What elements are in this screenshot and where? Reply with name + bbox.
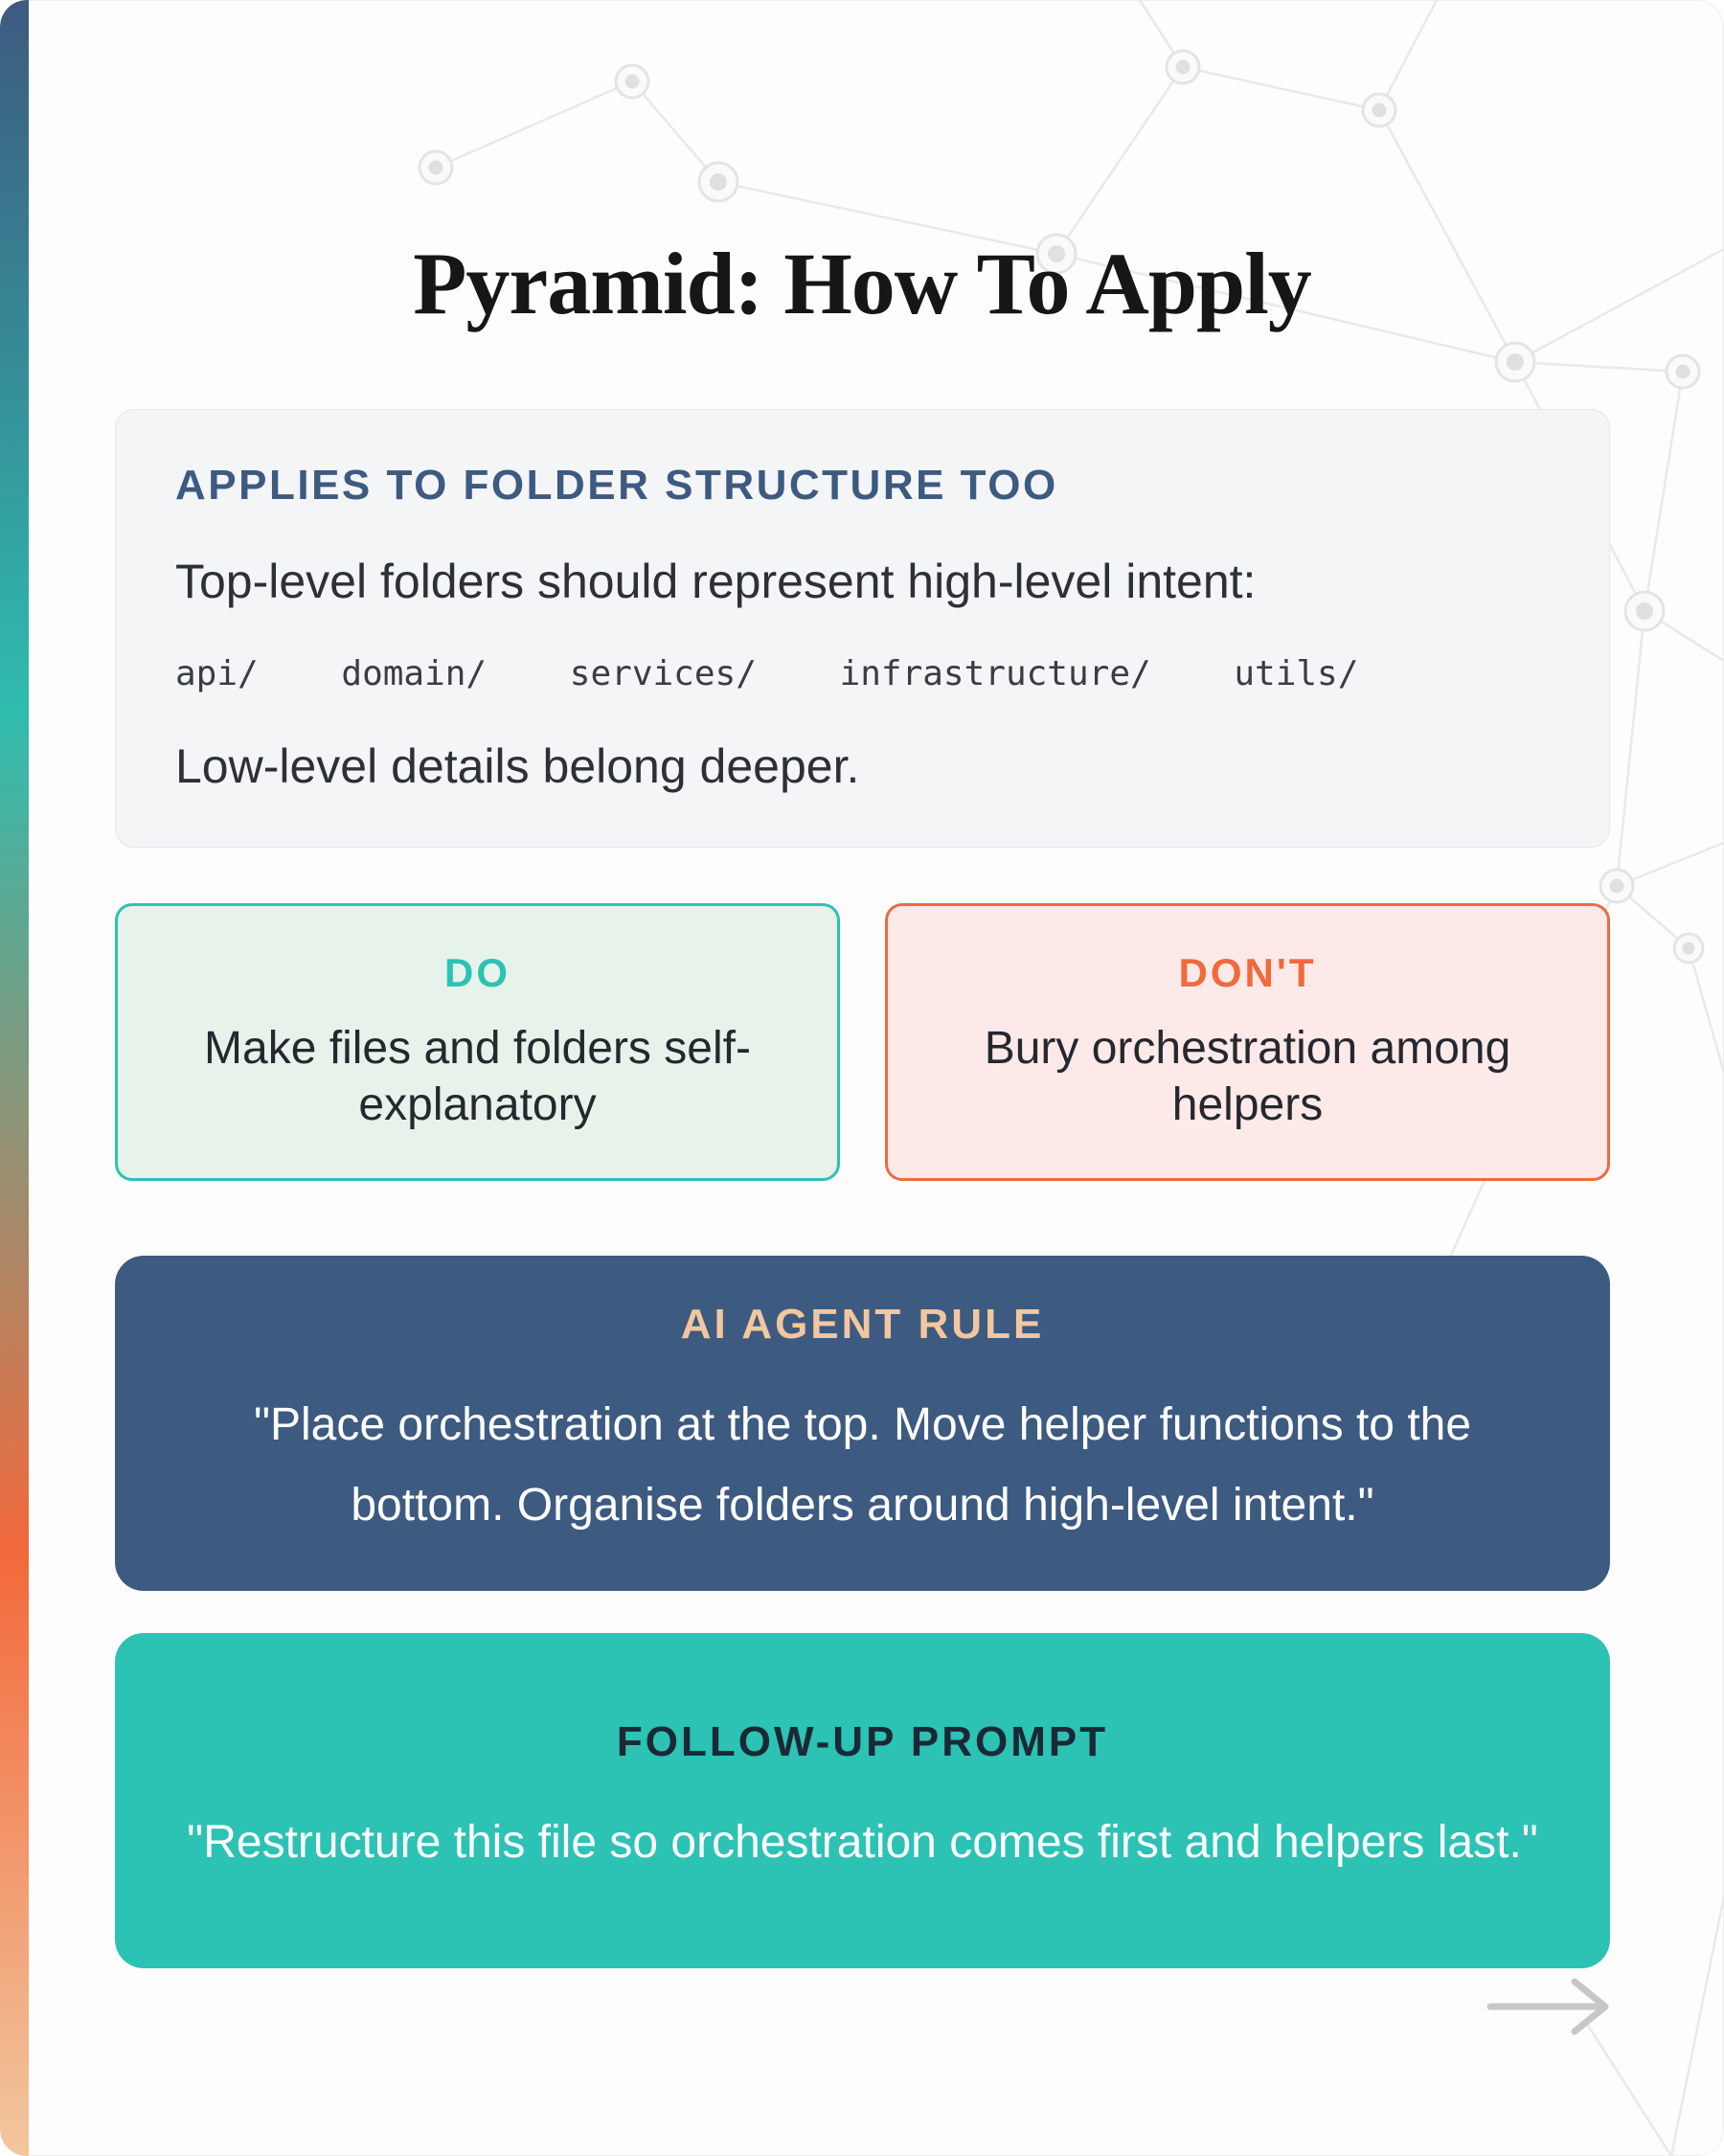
gradient-accent-bar: [0, 0, 29, 2156]
slide-title: Pyramid: How To Apply: [413, 235, 1311, 332]
ai-agent-rule-banner: [115, 1256, 1610, 1591]
info-panel-heading: APPLIES TO FOLDER STRUCTURE TOO: [175, 462, 1058, 509]
info-intro-text: Top-level folders should represent high-level intent:: [175, 554, 1257, 608]
do-card-label: DO: [444, 950, 510, 996]
follow-up-prompt-quote: "Restructure this file so orchestration comes first and helpers last.": [187, 1817, 1538, 1868]
ai-agent-rule-heading: AI AGENT RULE: [680, 1301, 1045, 1348]
follow-up-prompt-heading: FOLLOW-UP PROMPT: [616, 1718, 1109, 1765]
dont-card: [885, 903, 1610, 1181]
info-note-text: Low-level details belong deeper.: [175, 739, 860, 793]
follow-up-prompt-banner: [115, 1633, 1610, 1968]
arrow-right-icon: [1483, 1977, 1617, 2036]
do-card: [115, 903, 840, 1181]
do-card-text: Make files and folders self-explanatory: [204, 1023, 751, 1130]
next-arrow-button[interactable]: [1483, 1977, 1617, 2036]
ai-agent-rule-quote: "Place orchestration at the top. Move helper functions to the bottom. Organise folders around high-level intent.": [253, 1399, 1472, 1531]
dont-card-text: Bury orchestration among helpers: [984, 1023, 1511, 1130]
folder-structure-info-panel: [115, 409, 1610, 848]
dont-card-label: DON'T: [1178, 950, 1317, 996]
folder-names-code-line: api/ domain/ services/ infrastructure/ utils/: [175, 653, 1359, 693]
